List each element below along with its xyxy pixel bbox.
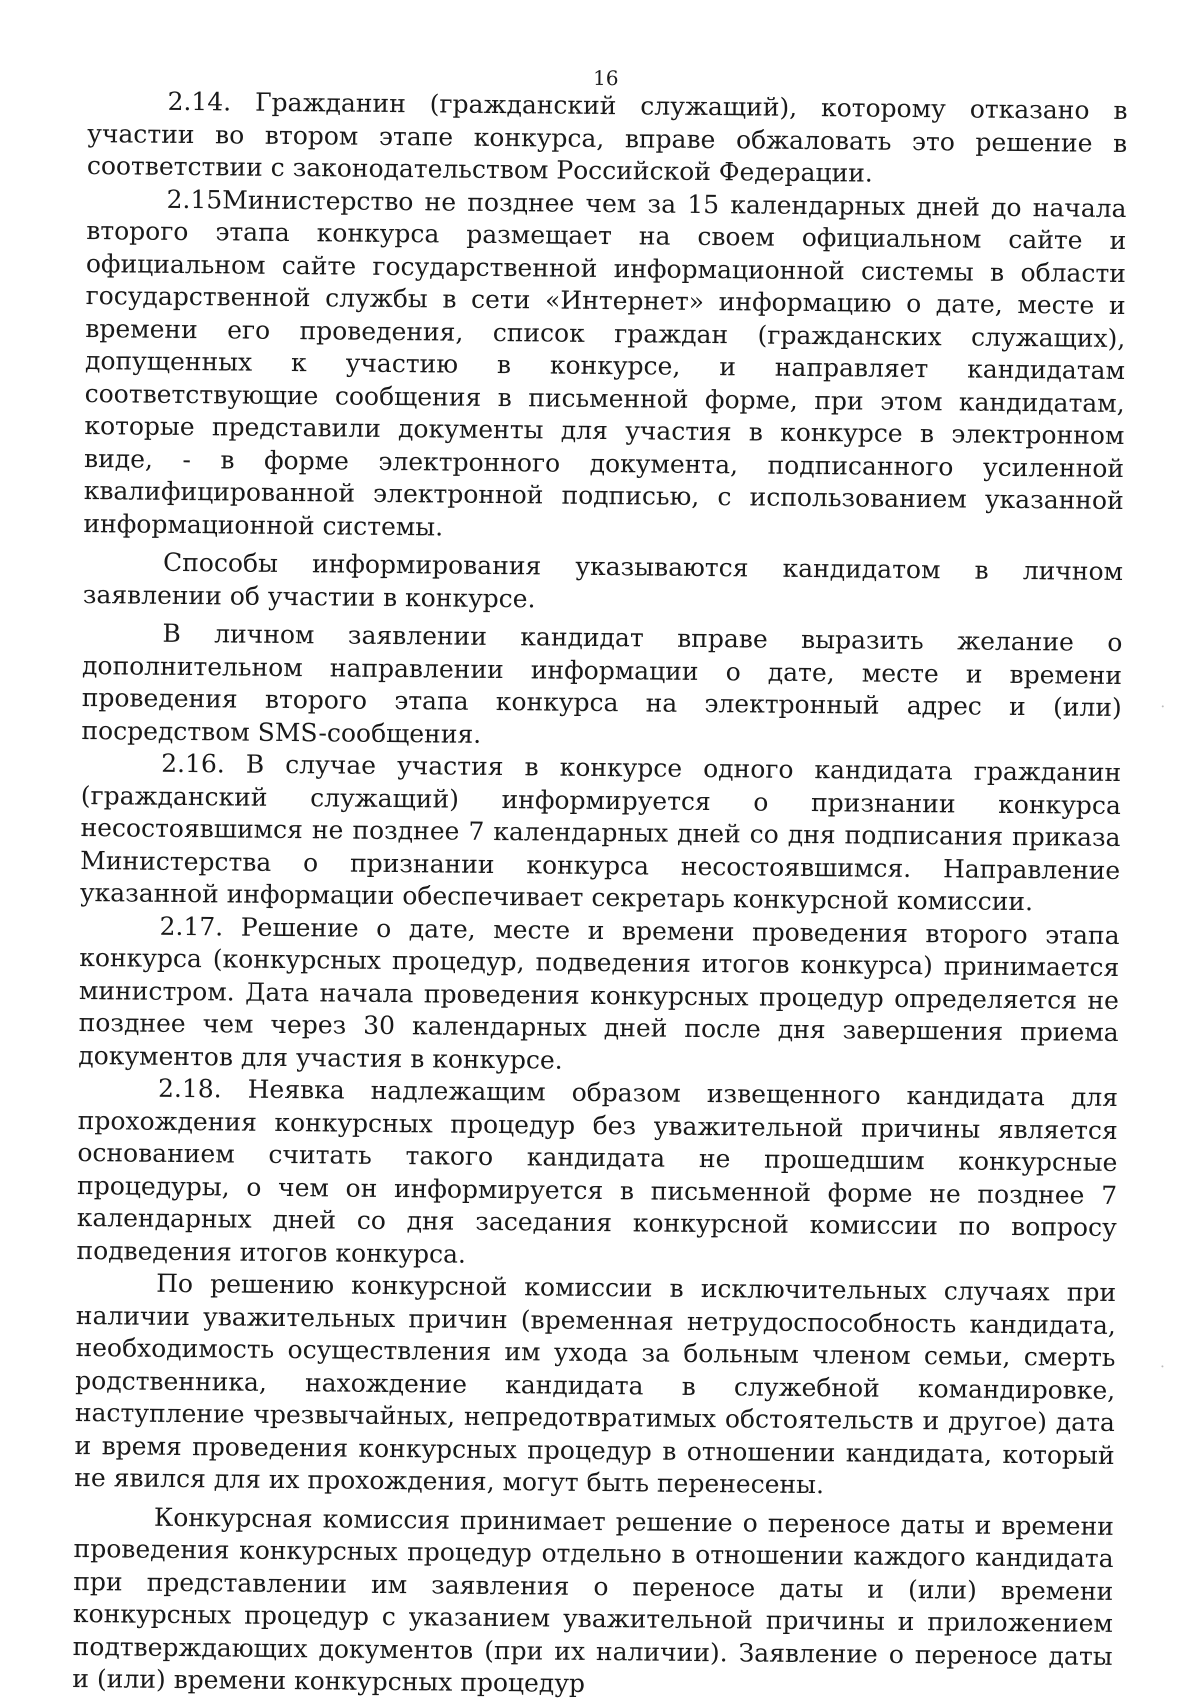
paragraph-2-17: 2.17. Решение о дате, месте и времени проведения второго этапа конкурса (конкурсных процедур, подведения итогов конкурса) принимается министром. Дата начала проведения конкурсных процедур определяется не позднее чем через 30 календарных дней после дня завершения приема документов для участия в конкурсе. [78,911,1120,1075]
paragraph-2-18: 2.18. Неявка надлежащим образом извещенного кандидата для прохождения конкурсных процедур без уважительной причины является основанием считать такого кандидата не прошедшим конкурсные процедуры, о чем он информируется в письменной форме не позднее 7 календарных дней со дня заседания конкурсной комиссии по вопросу подведения итогов конкурса. [76,1073,1119,1269]
document-body [72,85,1127,1705]
page-number: 16 [592,65,619,91]
paragraph-2-15: 2.15Министерство не позднее чем за 15 календарных дней до начала второго этапа конкурса размещает на своем официальном сайте и официальном сайте государственной информационной системы в области государственной службы в сети «Интернет» информацию о дате, месте и времени его проведения, список граждан (гражданских служащих), допущенных к участию в конкурсе, и направляет кандидатам соответствующие сообщения в письменной форме, при этом кандидатам, которые представили документы для участия в конкурсе в электронном виде, - в форме электронного документа, подписанного усиленной квалифицированной электронной подписью, с использованием указанной информационной системы. [83,184,1127,541]
paragraph-2-14: 2.14. Гражданин (гражданский служащий), которому отказано в участии во втором этапе конкурса, вправе обжаловать это решение в соответствии с законодательством Российской Федерации. [86,86,1128,188]
paragraph-informing-methods: Способы информирования указываются кандидатом в личном заявлении об участии в конкурсе. [82,547,1124,613]
paragraph-postponement-reasons: По решению конкурсной комиссии в исключительных случаях при наличии уважительных причин (временная нетрудоспособность кандидата, необходимость осуществления им ухода за больным членом семьи, смерть родственника, нахождение кандидата в служебной командировке, наступление чрезвычайных, непредотвратимых обстоятельств и другое) дата и время проведения конкурсных процедур в отношении кандидата, который не явился для их прохождения, могут быть перенесены. [74,1268,1117,1500]
paragraph-postponement-decision: Конкурсная комиссия принимает решение о переносе даты и времени проведения конкурсных процедур отдельно в отношении каждого кандидата при представлении им заявления о переносе даты и (или) времени конкурсных процедур с указанием уважительной причины и приложением подтверждающих документов (при их наличии). Заявление о переносе даты и (или) времени конкурсных процедур [72,1502,1115,1698]
scan-speck [1162,705,1164,707]
scan-speck [1161,1365,1163,1367]
paragraph-additional-notification: В личном заявлении кандидат вправе выразить желание о дополнительном направлении информации о дате, месте и времени проведения второго этапа конкурса на электронный адрес и (или) посредством SMS-сообщения. [81,618,1123,749]
paragraph-2-16: 2.16. В случае участия в конкурсе одного кандидата гражданин (гражданский служащий) информируется о признании конкурса несостоявшимся не позднее 7 календарных дней со дня подписания приказа Министерства о признании конкурса несостоявшимся. Направление указанной информации обеспечивает секретарь конкурсной комиссии. [79,748,1122,917]
